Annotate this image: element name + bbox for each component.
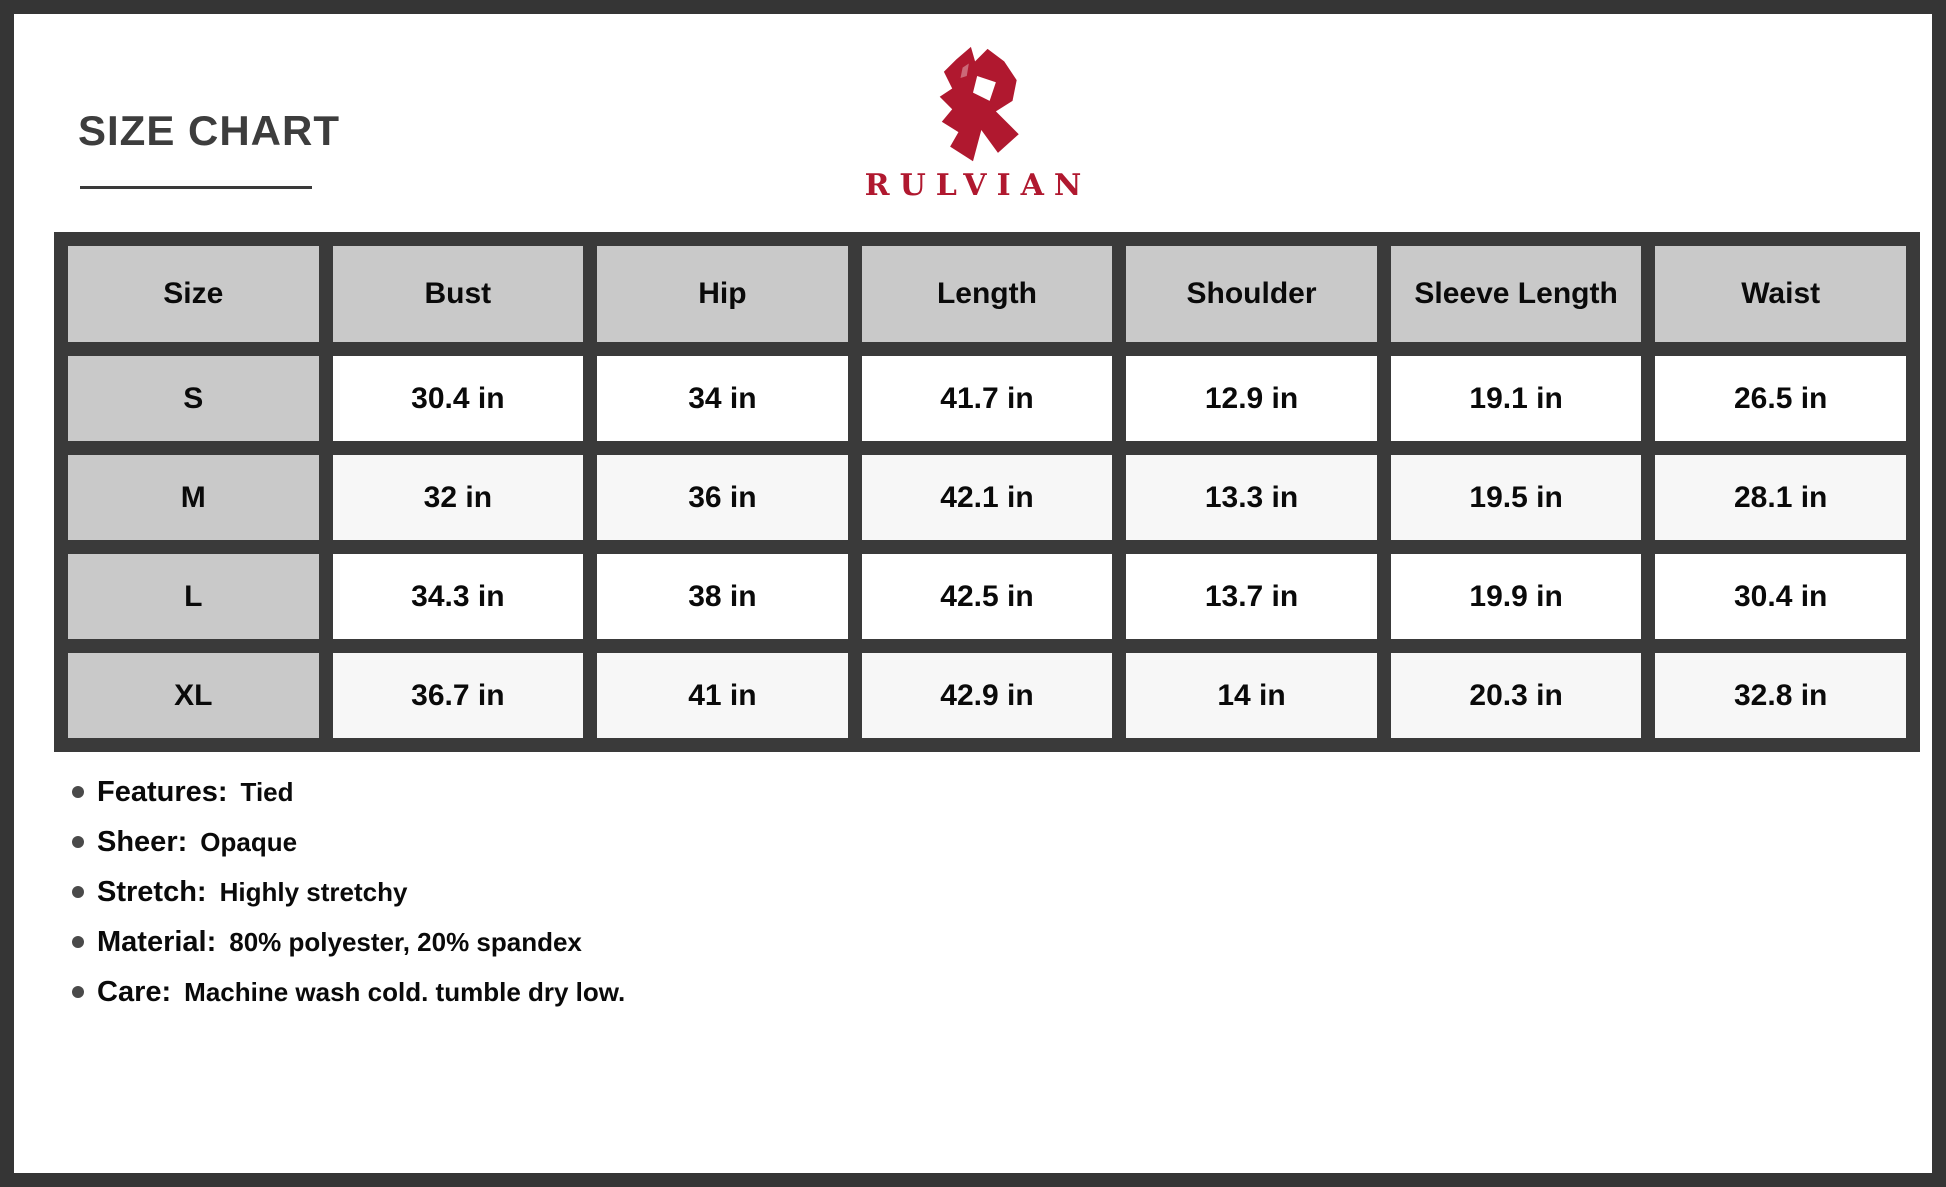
size-label: M [68, 455, 319, 540]
measurement-cell: 42.9 in [862, 653, 1113, 738]
detail-label: Sheer: [97, 826, 188, 858]
bullet-icon [72, 836, 84, 848]
measurement-cell: 30.4 in [333, 356, 584, 441]
column-header-bust: Bust [333, 246, 584, 342]
measurement-cell: 12.9 in [1126, 356, 1377, 441]
bullet-icon [72, 986, 84, 998]
detail-label: Care: [97, 976, 172, 1008]
detail-value: Machine wash cold. tumble dry low. [184, 977, 626, 1007]
size-label: L [68, 554, 319, 639]
size-row-xl [68, 653, 1906, 738]
column-header-size: Size [68, 246, 319, 342]
product-details-list [72, 776, 625, 1026]
detail-item-material [72, 926, 625, 959]
size-table [54, 232, 1920, 752]
bullet-icon [72, 886, 84, 898]
detail-label: Material: [97, 926, 217, 958]
detail-item-features [72, 776, 625, 809]
measurement-cell: 32.8 in [1655, 653, 1906, 738]
measurement-cell: 36 in [597, 455, 848, 540]
column-header-sleeve-length: Sleeve Length [1391, 246, 1642, 342]
measurement-cell: 14 in [1126, 653, 1377, 738]
brand-name: RULVIAN [864, 168, 1092, 203]
detail-label: Stretch: [97, 876, 207, 908]
measurement-cell: 19.5 in [1391, 455, 1642, 540]
detail-value: Opaque [200, 827, 298, 857]
column-header-shoulder: Shoulder [1126, 246, 1377, 342]
size-row-s [68, 356, 1906, 441]
detail-item-stretch [72, 876, 625, 909]
detail-item-care [72, 976, 625, 1009]
size-label: XL [68, 653, 319, 738]
detail-value: Highly stretchy [219, 877, 408, 907]
brand-logo [14, 44, 1932, 203]
size-row-m [68, 455, 1906, 540]
bullet-icon [72, 936, 84, 948]
measurement-cell: 42.1 in [862, 455, 1113, 540]
measurement-cell: 19.9 in [1391, 554, 1642, 639]
column-header-length: Length [862, 246, 1113, 342]
column-header-waist: Waist [1655, 246, 1906, 342]
detail-item-sheer [72, 826, 625, 859]
measurement-cell: 36.7 in [333, 653, 584, 738]
size-table-head [68, 246, 1906, 342]
detail-value: 80% polyester, 20% spandex [229, 927, 582, 957]
measurement-cell: 26.5 in [1655, 356, 1906, 441]
measurement-cell: 38 in [597, 554, 848, 639]
header-row [68, 246, 1906, 342]
column-header-hip: Hip [597, 246, 848, 342]
measurement-cell: 28.1 in [1655, 455, 1906, 540]
rulvian-r-logo-icon [921, 44, 1025, 162]
measurement-cell: 13.3 in [1126, 455, 1377, 540]
measurement-cell: 34.3 in [333, 554, 584, 639]
measurement-cell: 42.5 in [862, 554, 1113, 639]
measurement-cell: 20.3 in [1391, 653, 1642, 738]
page-title: SIZE CHART [78, 107, 340, 154]
measurement-cell: 41.7 in [862, 356, 1113, 441]
detail-label: Features: [97, 776, 228, 808]
size-label: S [68, 356, 319, 441]
size-table-body [68, 356, 1906, 738]
measurement-cell: 30.4 in [1655, 554, 1906, 639]
measurement-cell: 41 in [597, 653, 848, 738]
measurement-cell: 32 in [333, 455, 584, 540]
size-row-l [68, 554, 1906, 639]
bullet-icon [72, 786, 84, 798]
measurement-cell: 19.1 in [1391, 356, 1642, 441]
measurement-cell: 34 in [597, 356, 848, 441]
measurement-cell: 13.7 in [1126, 554, 1377, 639]
detail-value: Tied [240, 777, 294, 807]
